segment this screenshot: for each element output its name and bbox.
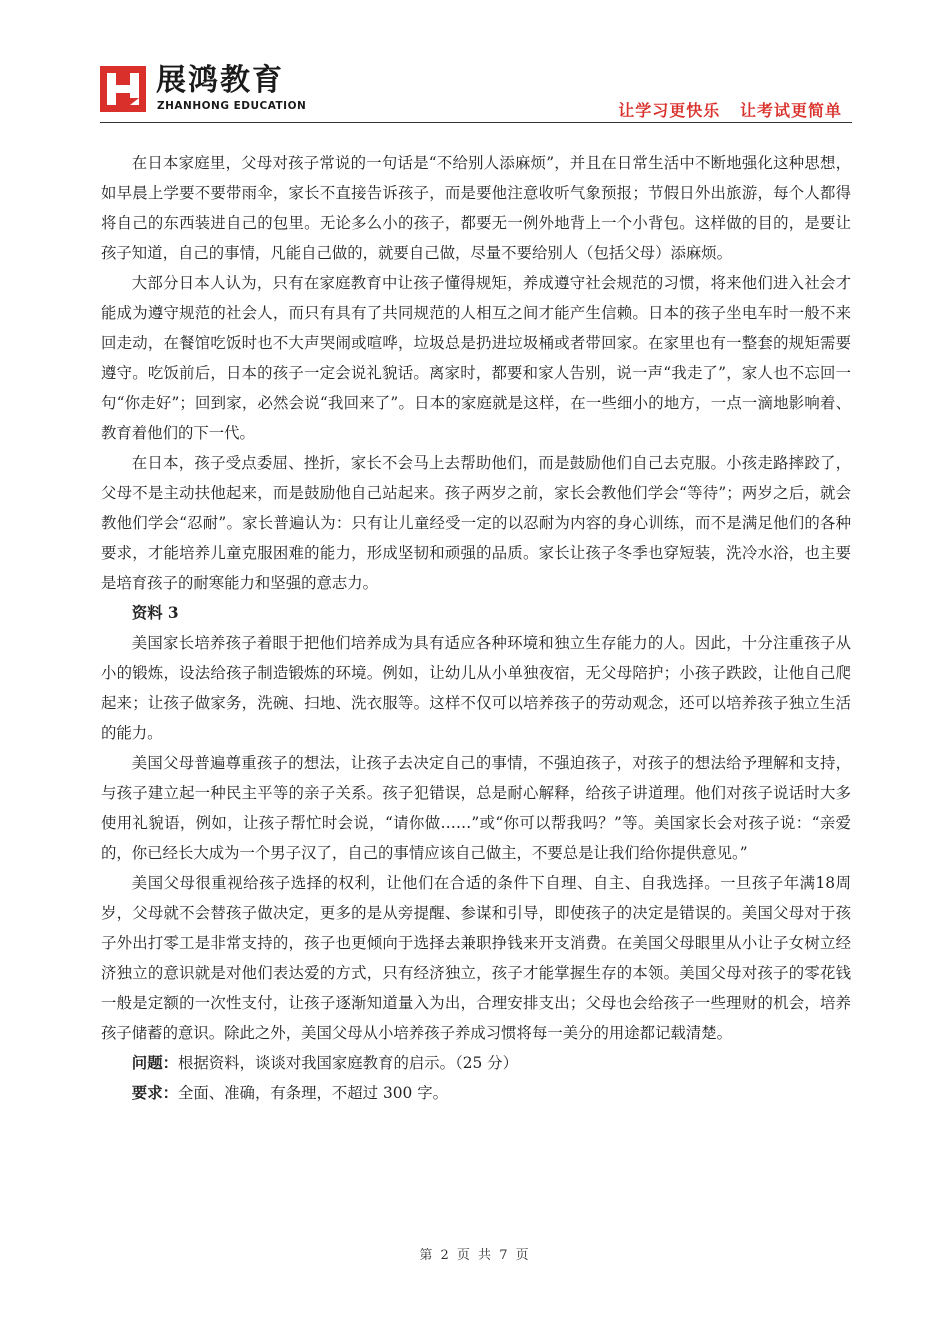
header-slogan: 让学习更快乐 让考试更简单 <box>618 101 842 120</box>
paragraph: 大部分日本人认为，只有在家庭教育中让孩子懂得规矩，养成遵守社会规范的习惯，将来他们进入社会才能成为遵守规范的社会人，而只有具有了共同规范的人相互之间才能产生信赖。日本的孩子坐电车时一般不来回走动，在餐馆吃饭时也不大声哭闹或喧哗，垃圾总是扔进垃圾桶或者带回家。在家里也有一整套的规矩需要遵守。吃饭前后，日本的孩子一定会说礼貌话。离家时，都要和家人告别，说一声“我走了”，家人也不忘回一句“你走好”；回到家，必然会说“我回来了”。日本的家庭就是这样，在一些细小的地方，一点一滴地影响着、教育着他们的下一代。 <box>101 274 851 442</box>
zhanhong-logo-icon <box>100 66 146 112</box>
question-text: 根据资料，谈谈对我国家庭教育的启示。（25 分） <box>177 1054 518 1072</box>
paragraph: 美国父母很重视给孩子选择的权利，让他们在合适的条件下自理、自主、自我选择。一旦孩子年满18周岁，父母就不会替孩子做决定，更多的是从旁提醒、参谋和引导，即使孩子的决定是错误的。美国父母对于孩子外出打零工是非常支持的，孩子也更倾向于选择去兼职挣钱来开支消费。在美国父母眼里从小让子女树立经济独立的意识就是对他们表达爱的方式，只有经济独立，孩子才能掌握生存的本领。美国父母对孩子的零花钱一般是定额的一次性支付，让孩子逐渐知道量入为出，合理安排支出；父母也会给孩子一些理财的机会，培养孩子储蓄的意识。除此之外，美国父母从小培养孩子养成习惯将每一美分的用途都记载清楚。 <box>101 874 851 1042</box>
header-divider <box>100 122 852 123</box>
section-heading: 资料 3 <box>131 604 179 622</box>
brand-name-en: ZHANHONG EDUCATION <box>157 100 307 112</box>
question-line <box>101 1048 851 1078</box>
document-body <box>101 148 851 1108</box>
page-header <box>100 62 852 124</box>
paragraph: 美国家长培养孩子着眼于把他们培养成为具有适应各种环境和独立生存能力的人。因此，十分注重孩子从小的锻炼，设法给孩子制造锻炼的环境。例如，让幼儿从小单独夜宿，无父母陪护；小孩子跌跤，让他自己爬起来；让孩子做家务，洗碗、扫地、洗衣服等。这样不仅可以培养孩子的劳动观念，还可以培养孩子独立生活的能力。 <box>101 634 851 742</box>
requirement-line <box>101 1078 851 1108</box>
paragraph: 美国父母普遍尊重孩子的想法，让孩子去决定自己的事情，不强迫孩子，对孩子的想法给予理解和支持，与孩子建立起一种民主平等的亲子关系。孩子犯错误，总是耐心解释，给孩子讲道理。他们对孩子说话时大多使用礼貌语，例如，让孩子帮忙时会说，“请你做……”或“你可以帮我吗？”等。美国家长会对孩子说：“亲爱的，你已经长大成为一个男子汉了，自己的事情应该自己做主，不要总是让我们给你提供意见。” <box>101 754 851 862</box>
paragraph: 在日本，孩子受点委屈、挫折，家长不会马上去帮助他们，而是鼓励他们自己去克服。小孩走路摔跤了，父母不是主动扶他起来，而是鼓励他自己站起来。孩子两岁之前，家长会教他们学会“等待”；两岁之后，就会教他们学会“忍耐”。家长普遍认为：只有让儿童经受一定的以忍耐为内容的身心训练，而不是满足他们的各种要求，才能培养儿童克服困难的能力，形成坚韧和顽强的品质。家长让孩子冬季也穿短装，洗冷水浴，也主要是培育孩子的耐寒能力和坚强的意志力。 <box>101 454 851 592</box>
brand-name-cn: 展鸿教育 <box>156 63 284 98</box>
paragraph: 在日本家庭里，父母对孩子常说的一句话是“不给别人添麻烦”，并且在日常生活中不断地强化这种思想，如早晨上学要不要带雨伞，家长不直接告诉孩子，而是要他注意收听气象预报；节假日外出旅游，每个人都得将自己的东西装进自己的包里。无论多么小的孩子，都要无一例外地背上一个小背包。这样做的目的，是要让孩子知道，自己的事情，凡能自己做的，就要自己做，尽量不要给别人（包括父母）添麻烦。 <box>101 154 851 262</box>
page-number: 第 2 页 共 7 页 <box>419 1248 531 1263</box>
requirement-text: 全面、准确，有条理，不超过 300 字。 <box>177 1084 449 1102</box>
question-label: 问题： <box>131 1054 178 1072</box>
requirement-label: 要求： <box>131 1084 178 1102</box>
